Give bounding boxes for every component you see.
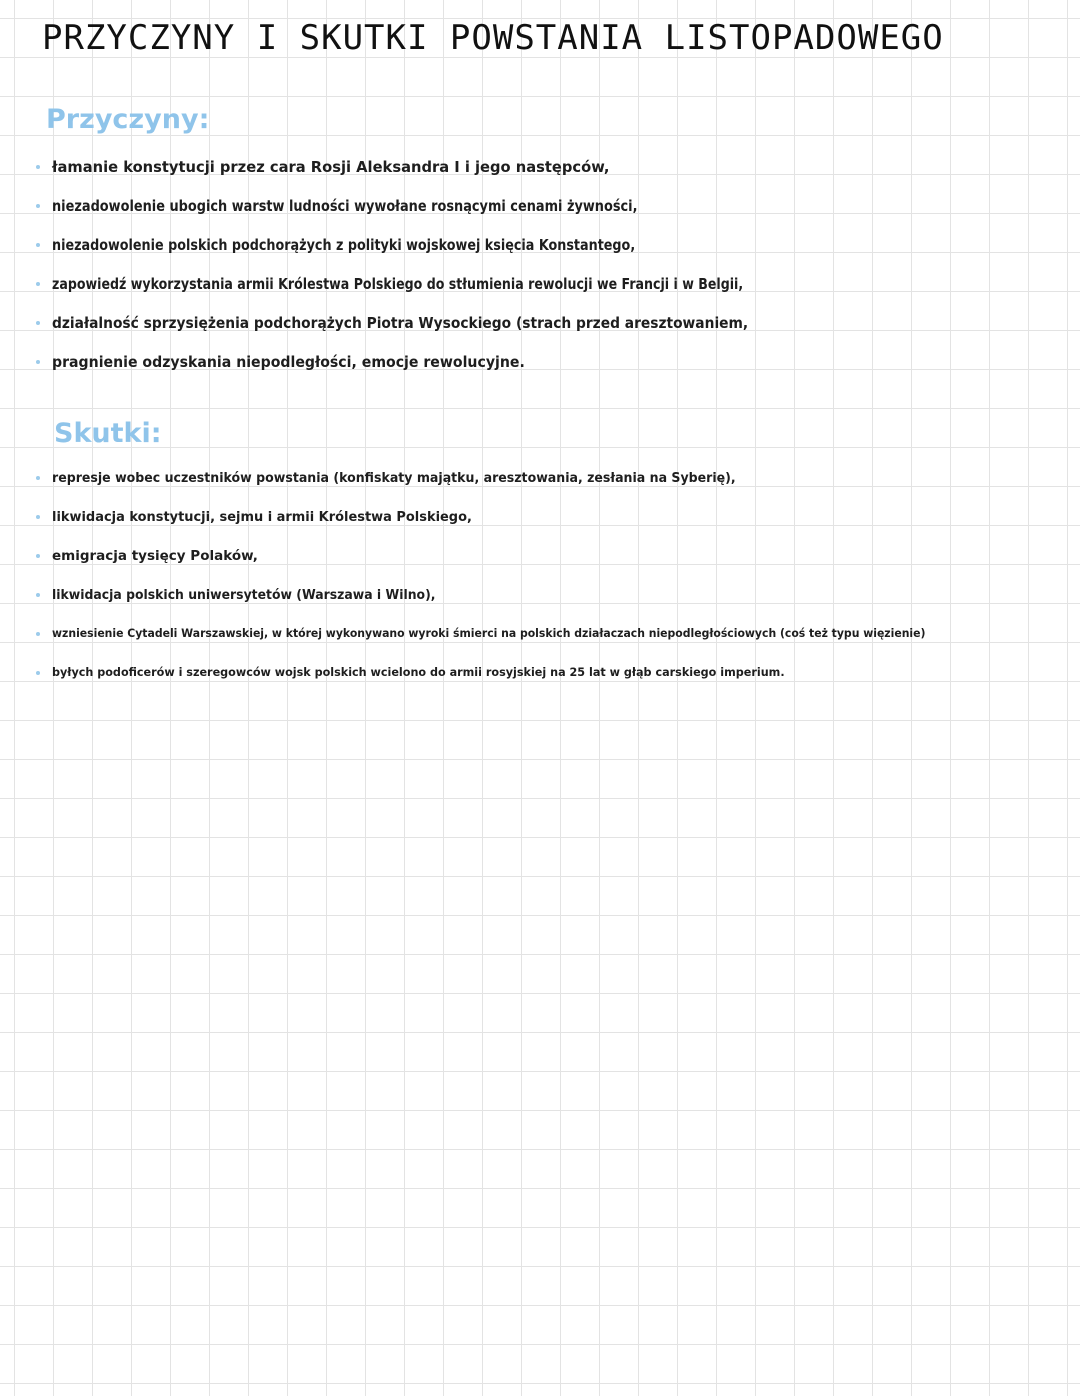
bullet-icon	[36, 243, 40, 247]
list-item	[36, 497, 952, 536]
causes-heading-colon: :	[198, 104, 210, 135]
page-title: PRZYCZYNY I SKUTKI POWSTANIA LISTOPADOWEGO	[42, 18, 944, 58]
list-item-text: pragnienie odzyskania niepodległości, emocje rewolucyjne.	[52, 352, 525, 371]
list-item	[36, 303, 875, 342]
list-item	[36, 536, 952, 575]
list-item-text: likwidacja konstytucji, sejmu i armii Królestwa Polskiego,	[52, 508, 472, 525]
causes-list	[36, 147, 875, 381]
effects-heading-text: Skutki	[54, 418, 151, 449]
causes-heading	[46, 104, 209, 135]
list-item-text: działalność sprzysiężenia podchorążych Piotra Wysockiego (strach przed aresztowaniem,	[52, 313, 749, 332]
bullet-icon	[36, 321, 40, 325]
effects-heading	[54, 418, 162, 449]
list-item	[36, 186, 875, 225]
list-item-text: wzniesienie Cytadeli Warszawskiej, w której wykonywano wyroki śmierci na polskich działaczach niepodległościowych (coś też typu więzienie)	[52, 627, 926, 640]
list-item	[36, 575, 952, 614]
list-item	[36, 342, 875, 381]
list-item-text: represje wobec uczestników powstania (konfiskaty majątku, aresztowania, zesłania na Syberię),	[52, 469, 736, 486]
list-item	[36, 225, 875, 264]
list-item	[36, 458, 952, 497]
effects-list	[36, 458, 952, 692]
bullet-icon	[36, 204, 40, 208]
bullet-icon	[36, 554, 40, 558]
effects-heading-colon: :	[150, 418, 162, 449]
causes-heading-text: Przyczyny	[46, 104, 199, 135]
list-item-text: byłych podoficerów i szeregowców wojsk polskich wcielono do armii rosyjskiej na 25 lat w głąb carskiego imperium.	[52, 666, 785, 679]
bullet-icon	[36, 632, 40, 636]
bullet-icon	[36, 165, 40, 169]
bullet-icon	[36, 282, 40, 286]
list-item	[36, 614, 952, 653]
list-item-text: likwidacja polskich uniwersytetów (Warszawa i Wilno),	[52, 586, 436, 603]
list-item-text: łamanie konstytucji przez cara Rosji Aleksandra I i jego następców,	[52, 157, 610, 176]
list-item-text: zapowiedź wykorzystania armii Królestwa Polskiego do stłumienia rewolucji we Francji i w Belgii,	[52, 274, 744, 293]
list-item-text: niezadowolenie ubogich warstw ludności wywołane rosnącymi cenami żywności,	[52, 196, 638, 215]
bullet-icon	[36, 476, 40, 480]
list-item-text: emigracja tysięcy Polaków,	[52, 547, 258, 564]
bullet-icon	[36, 360, 40, 364]
list-item-text: niezadowolenie polskich podchorążych z polityki wojskowej księcia Konstantego,	[52, 235, 636, 254]
bullet-icon	[36, 671, 40, 675]
list-item	[36, 264, 875, 303]
bullet-icon	[36, 593, 40, 597]
list-item	[36, 653, 952, 692]
list-item	[36, 147, 875, 186]
bullet-icon	[36, 515, 40, 519]
